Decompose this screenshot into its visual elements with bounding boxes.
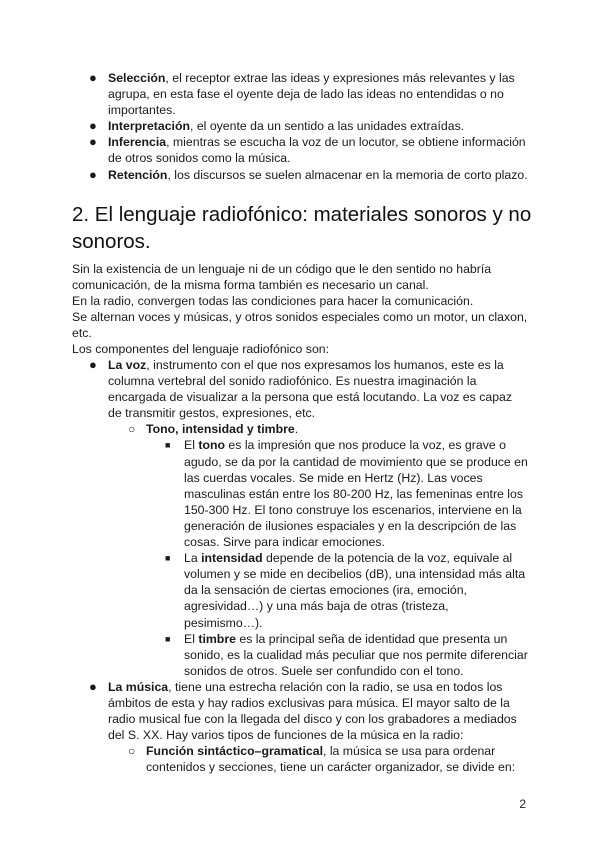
sub-item-punct: . [294, 422, 299, 437]
sub-item-tono-intensidad-timbre [108, 421, 528, 679]
list-item-text: , el oyente da un sentido a las unidades extraídas. [190, 119, 465, 134]
component-musica [88, 679, 528, 776]
bullet-icon: ● [89, 357, 97, 372]
list-item [88, 118, 528, 134]
sub-item-title: Tono, intensidad y timbre [146, 422, 295, 437]
voz-qualities-list [146, 437, 528, 678]
bullet-icon: ● [89, 166, 97, 182]
paragraph: En la radio, convergen todas las condiciones para hacer la comunicación. [72, 294, 474, 309]
list-item-text: , el receptor extrae las ideas y expresiones más relevantes y las agrupa, en esta fase el oyente deja de lado las ideas no entendidas o no importantes. [108, 71, 515, 118]
paragraph: Los componentes del lenguaje radiofónico son: [72, 342, 330, 357]
quality-term: tono [198, 438, 225, 453]
bullet-icon: ● [89, 678, 97, 694]
intro-paragraphs [72, 261, 532, 358]
component-term: La voz [108, 358, 147, 372]
quality-text: es la impresión que nos produce la voz, es grave o agudo, se da por la cantidad de movimiento que se produce en las cuerdas vocales. Se mide en Hertz (Hz). Las voces masculinas están entre los 80-200 Hz, las femeninas entre los 150-300 Hz. El tono construye los escenarios, interviene en la generación de ilusiones espaciales y en la descripción de las cosas. Sirve para indicar emociones. [184, 438, 528, 550]
circle-bullet-icon: ○ [128, 422, 136, 437]
sub-item-title: Función sintáctico–gramatical [146, 744, 323, 759]
square-bullet-icon: ■ [165, 633, 171, 644]
bullet-icon: ● [89, 134, 97, 150]
quality-prefix: La [184, 551, 202, 566]
quality-term: timbre [198, 631, 236, 646]
component-voz [88, 357, 528, 679]
quality-tono [146, 437, 528, 550]
list-item-term: Retención [108, 167, 168, 182]
list-item-text: , los discursos se suelen almacenar en la memoria de corto plazo. [167, 167, 528, 182]
quality-text: depende de la potencia de la voz, equivale al volumen y se mide en decibelios (dB), una intensidad más alta da la sensación de ciertas emociones (ira, emoción, agresividad…) y una más baja de otras (tristeza, pesimismo…). [184, 551, 526, 630]
bullet-icon: ● [89, 70, 97, 85]
list-item [88, 167, 528, 183]
components-list [88, 357, 528, 775]
list-item-term: Selección [108, 71, 166, 85]
page-number: 2 [519, 797, 526, 811]
component-term: La música [108, 679, 169, 694]
quality-prefix: El [184, 631, 199, 646]
quality-intensidad [146, 550, 528, 630]
list-item-term: Interpretación [108, 119, 190, 134]
paragraph: Sin la existencia de un lenguaje ni de un código que le den sentido no habría comunicación, de la misma forma también es necesario un canal. [72, 262, 492, 293]
quality-timbre [146, 631, 528, 679]
component-text: , instrumento con el que nos expresamos los humanos, este es la columna vertebral del sonido radiofónico. Es nuestra imaginación la encargada de visualizar a la persona que está locutando. La voz es capaz de transmitir gestos, expresiones, etc. [108, 358, 513, 421]
sub-item-text: , la música se usa para ordenar contenidos y secciones, tiene un carácter organizador, se divide en: [146, 744, 516, 775]
listening-phases-list [88, 70, 528, 183]
square-bullet-icon: ■ [165, 553, 171, 564]
list-item-text: , mientras se escucha la voz de un locutor, se obtiene información de otros sonidos como la música. [108, 135, 526, 166]
quality-prefix: El [184, 438, 199, 453]
component-text: , tiene una estrecha relación con la radio, se usa en todos los ámbitos de esta y hay radios exclusivas para música. El mayor salto de la radio musical fue con la llegada del disco y con los grabadores a mediados del S. XX. Hay varios tipos de funciones de la música en la radio: [108, 679, 517, 743]
voz-sublist [108, 421, 528, 679]
square-bullet-icon: ■ [165, 440, 171, 451]
musica-sublist [108, 743, 528, 775]
list-item [88, 70, 528, 118]
bullet-icon: ● [89, 118, 97, 134]
sub-item-funcion-sintactico [108, 743, 528, 775]
quality-text: es la principal seña de identidad que presenta un sonido, es la cualidad más peculiar que nos permite diferenciar sonidos de otros. Suele ser confundido con el tono. [184, 631, 528, 678]
circle-bullet-icon: ○ [128, 744, 136, 759]
list-item [88, 134, 528, 166]
list-item-term: Inferencia [108, 135, 167, 150]
quality-term: intensidad [201, 551, 263, 566]
paragraph: Se alternan voces y músicas, y otros sonidos especiales como un motor, un claxon, etc. [72, 310, 528, 341]
section-heading: 2. El lenguaje radiofónico: materiales sonoros y no sonoros. [72, 203, 532, 253]
